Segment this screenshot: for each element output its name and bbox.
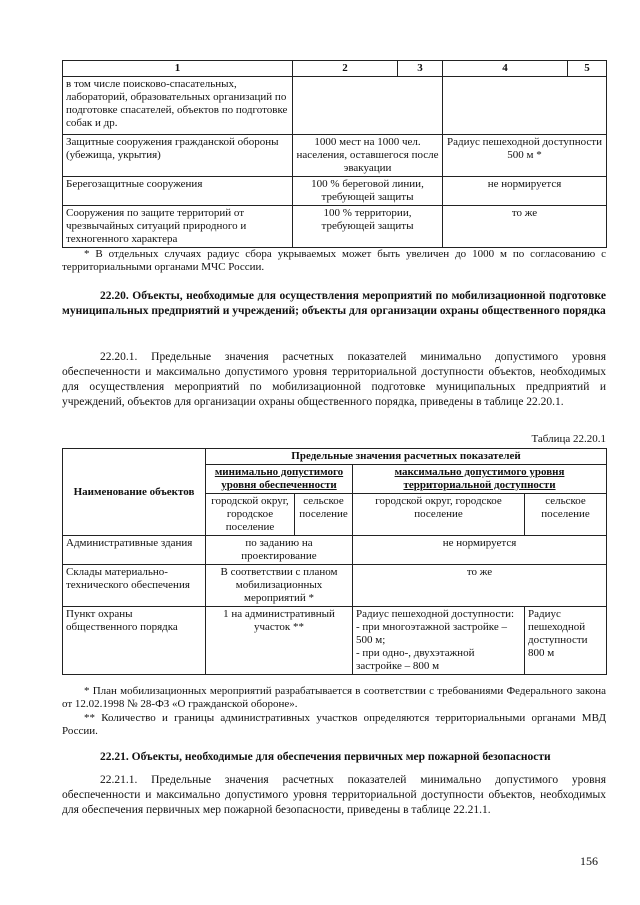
- col-header: 3: [398, 61, 443, 77]
- cell-min: 100 % территории, требующей защиты: [293, 206, 443, 248]
- cell-max: не нормируется: [353, 536, 607, 565]
- table-row: [63, 206, 607, 248]
- cell-max-city: [353, 607, 525, 675]
- cell-min: 1 на административный участок **: [206, 607, 353, 675]
- table-caption: Таблица 22.20.1: [531, 433, 606, 445]
- cell-name: в том числе поисково-спасательных, лабораторий, образовательных организаций по подготовке спасателей, объектов по подготовке собак и др.: [63, 77, 293, 135]
- sub-header: сельское поселение: [295, 494, 353, 536]
- page-number: 156: [580, 854, 598, 868]
- cell-line: - при многоэтажной застройке – 500 м;: [356, 621, 507, 646]
- cell-line: - при одно-, двухэтажной застройке – 800 м: [356, 647, 475, 672]
- sub-header: городской округ, городское поселение: [353, 494, 525, 536]
- cell-name: Сооружения по защите территорий от чрезвычайных ситуаций природного и техногенного характера: [63, 206, 293, 248]
- cell-max-rural: Радиус пешеходной доступности 800 м: [525, 607, 607, 675]
- col-header: 5: [568, 61, 607, 77]
- cell-min: по заданию на проектирование: [206, 536, 353, 565]
- cell-line: Радиус пешеходной доступности:: [356, 608, 515, 620]
- col-header: 2: [293, 61, 398, 77]
- table-continued: [62, 60, 607, 248]
- table-footnote: * План мобилизационных мероприятий разрабатывается в соответствии с требованиями Федерального закона от 12.02.1998 № 28-ФЗ «О гражданской обороне».: [62, 685, 606, 710]
- min-group-header: минимально допустимого уровня обеспеченности: [206, 465, 353, 494]
- table-22-20-1: [62, 448, 607, 675]
- section-heading-22-21: 22.21. Объекты, необходимые для обеспечения первичных мер пожарной безопасности: [100, 751, 551, 763]
- cell-max: то же: [443, 206, 607, 248]
- cell-name: Берегозащитные сооружения: [63, 177, 293, 206]
- col-header-name: Наименование объектов: [63, 449, 206, 536]
- cell-min: 100 % береговой линии, требующей защиты: [293, 177, 443, 206]
- table-row: [63, 607, 607, 675]
- cell-min: 1000 мест на 1000 чел. населения, оставшегося после эвакуации: [293, 135, 443, 177]
- sub-header: сельское поселение: [525, 494, 607, 536]
- table-row: [63, 77, 607, 135]
- table-row: [63, 565, 607, 607]
- cell-min: В соответствии с планом мобилизационных мероприятий *: [206, 565, 353, 607]
- cell-name: Административные здания: [63, 536, 206, 565]
- group-header: Предельные значения расчетных показателей: [206, 449, 607, 465]
- cell-max: не нормируется: [443, 177, 607, 206]
- cell-min: [293, 77, 443, 135]
- table-footnote: * В отдельных случаях радиус сбора укрываемых может быть увеличен до 1000 м по согласованию с территориальными органами МЧС России.: [62, 248, 606, 273]
- section-heading-22-20: 22.20. Объекты, необходимые для осуществления мероприятий по мобилизационной подготовке муниципальных предприятий и учреждений; объекты для организации охраны общественного порядка: [62, 290, 606, 317]
- table-row: [63, 135, 607, 177]
- cell-name: Пункт охраны общественного порядка: [63, 607, 206, 675]
- table-header-row: [63, 61, 607, 77]
- table-header-row: [63, 449, 607, 465]
- cell-max: Радиус пешеходной доступности 500 м *: [443, 135, 607, 177]
- sub-header: городской округ, городское поселение: [206, 494, 295, 536]
- cell-name: Защитные сооружения гражданской обороны (убежища, укрытия): [63, 135, 293, 177]
- paragraph-22-20-1: 22.20.1. Предельные значения расчетных показателей минимально допустимого уровня обеспеченности и максимально допустимого уровня территориальной доступности объектов, необходимых для осуществления мероприятий по мобилизационной подготовке муниципальных предприятий и учреждений, объектов для организации охраны общественного порядка, приведены в таблице 22.20.1.: [62, 351, 606, 408]
- max-group-header: максимально допустимого уровня территориальной доступности: [353, 465, 607, 494]
- cell-max: то же: [353, 565, 607, 607]
- col-header: 1: [63, 61, 293, 77]
- paragraph-22-21-1: 22.21.1. Предельные значения расчетных показателей минимально допустимого уровня обеспеченности и максимально допустимого уровня территориальной доступности объектов, необходимых для обеспечения первичных мер пожарной безопасности, приведены в таблице 22.21.1.: [62, 774, 606, 816]
- cell-name: Склады материально-технического обеспечения: [63, 565, 206, 607]
- table-footnote: ** Количество и границы административных участков определяются территориальными органами МВД России.: [62, 712, 606, 737]
- col-header: 4: [443, 61, 568, 77]
- cell-max: [443, 77, 607, 135]
- table-row: [63, 536, 607, 565]
- table-row: [63, 177, 607, 206]
